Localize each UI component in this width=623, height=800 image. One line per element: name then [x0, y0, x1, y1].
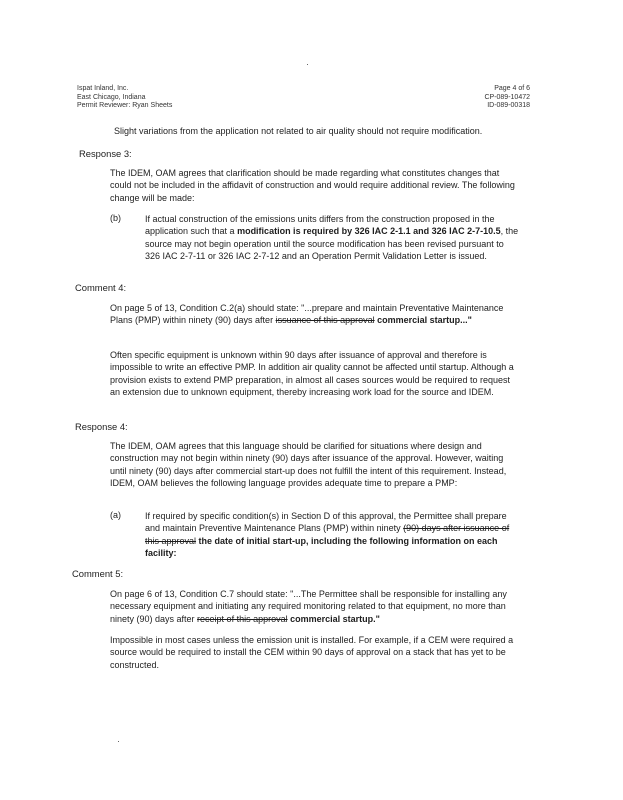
intro-text: Slight variations from the application not related to air quality should not require modification. [114, 126, 483, 136]
header-left [77, 85, 172, 111]
response-4-item [145, 510, 520, 559]
comment-5-text-a: On page 6 of 13, Condition C.7 should state: "...The Permittee shall be responsible for installing any necessary equipment and initiating any required monitoring related to that equipment, no more than ninety (90) days after [110, 589, 507, 624]
response-3-label: Response 3: [79, 148, 132, 159]
comment-5-struck-text: receipt of this approval [197, 613, 288, 624]
response-3-item [145, 213, 520, 262]
comment-4-paragraph-1 [110, 302, 510, 327]
response-4-label: Response 4: [75, 421, 128, 432]
response-3-item-text-c: , the source may not begin operation until the source modification has been revised pursuant to 326 IAC 2-7-11 or 326 IAC 2-7-12 and an Operation Permit Validation Letter is issued. [145, 226, 519, 261]
response-4-struck-text: (90) days after issuance of this approval [145, 523, 510, 546]
response-3-item-marker: (b) [110, 213, 121, 223]
comment-4-text-b: commercial startup..." [374, 315, 472, 326]
response-3-item-added-text: modification is required by 326 IAC 2-1.1 and 326 IAC 2-7-10.5 [237, 226, 501, 237]
header-location: East Chicago, Indiana [77, 93, 146, 101]
header-id-number: ID-089-00318 [487, 102, 530, 109]
comment-4-label: Comment 4: [75, 282, 127, 293]
header-right [484, 85, 530, 111]
comment-4-struck-text: issuance of this approval [275, 315, 375, 326]
response-4-item-marker: (a) [110, 510, 121, 520]
header-cp-number: CP-089-10472 [484, 93, 530, 101]
comment-4-paragraph-2: Often specific equipment is unknown within 90 days after issuance of approval and therefore is impossible to write an effective PMP. In addition air quality cannot be affected until startup. Although a provision exists to extend PMP preparation, in almost all cases sources would be required to request an extension due to unknown equipment, thereby increasing work load for the source and IDEM. [110, 350, 514, 397]
header-company: Ispat Inland, Inc. [77, 85, 129, 92]
header-page-number: Page 4 of 6 [494, 85, 530, 92]
comment-5-paragraph-1 [110, 588, 522, 625]
comment-4-text-a: On page 5 of 13, Condition C.2(a) should state: "...prepare and maintain Preventative Maintenance Plans (PMP) within ninety (90) days after [110, 303, 504, 326]
response-3-item-text-a: If actual construction of the emissions units differs from the construction proposed in the application such that a [145, 214, 495, 237]
response-3-paragraph: The IDEM, OAM agrees that clarification should be made regarding what constitutes changes that could not be included in the affidavit of construction and would require additional review. The following change will be made: [110, 168, 515, 203]
scan-speck-2 [118, 741, 119, 742]
comment-5-text-b: commercial startup." [287, 613, 380, 624]
header-reviewer: Permit Reviewer: Ryan Sheets [77, 102, 173, 109]
scan-speck [307, 64, 308, 65]
response-4-item-text-b: the date of initial start-up, including the following information on each facility: [145, 535, 498, 558]
comment-5-paragraph-2: Impossible in most cases unless the emission unit is installed. For example, if a CEM were required a source would be required to install the CEM within 90 days of approval on a stack that has yet to be constructed. [110, 635, 514, 670]
response-4-paragraph: The IDEM, OAM agrees that this language should be clarified for situations where design and construction may not begin within ninety (90) days after issuance of the approval. However, waiting until ninety (90) days after commercial start-up does not fulfill the intent of this requirement. Instead, IDEM, OAM believes the following language provides adequate time to prepare a PMP: [110, 441, 507, 488]
comment-5-label: Comment 5: [72, 568, 124, 579]
response-4-item-text-a: If required by specific condition(s) in Section D of this approval, the Permittee shall prepare and maintain Preventive Maintenance Plans (PMP) within ninety [145, 511, 507, 534]
